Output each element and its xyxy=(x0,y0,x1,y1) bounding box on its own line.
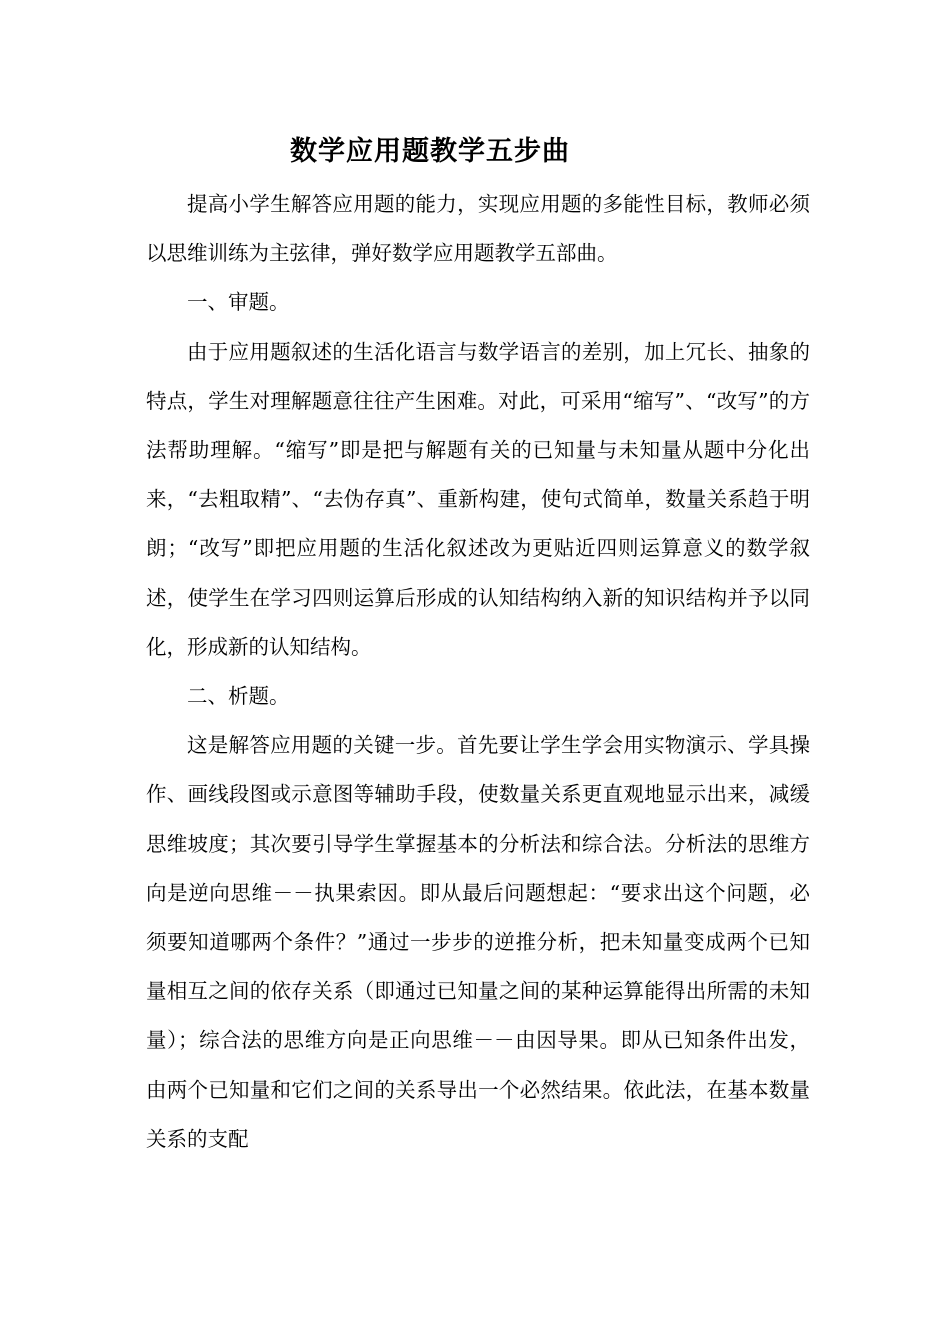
document-title: 数学应用题教学五步曲 xyxy=(290,136,570,167)
document-body xyxy=(146,180,810,1164)
section-heading-review: 一、审题。 xyxy=(187,290,290,315)
analysis-paragraph: 这是解答应用题的关键一步。首先要让学生学会用实物演示、学具操作、画线段图或示意图等辅助手段，使数量关系更直观地显示出来，减缓思维坡度；其次要引导学生掌握基本的分析法和综合法。分析法的思维方向是逆向思维－－执果索因。即从最后问题想起：“要求出这个问题，必须要知道哪两个条件？”通过一步步的逆推分析，把未知量变成两个已知量相互之间的依存关系（即通过已知量之间的某种运算能得出所需的未知量）；综合法的思维方向是正向思维－－由因导果。即从已知条件出发，由两个已知量和它们之间的关系导出一个必然结果。依此法，在基本数量关系的支配 xyxy=(146,733,810,1151)
section-heading-analysis: 二、析题。 xyxy=(187,684,290,709)
review-paragraph: 由于应用题叙述的生活化语言与数学语言的差别，加上冗长、抽象的特点，学生对理解题意往往产生困难。对此，可采用“缩写”、“改写”的方法帮助理解。“缩写”即是把与解题有关的已知量与未知量从题中分化出来，“去粗取精”、“去伪存真”、重新构建，使句式简单，数量关系趋于明朗；“改写”即把应用题的生活化叙述改为更贴近四则运算意义的数学叙述，使学生在学习四则运算后形成的认知结构纳入新的知识结构并予以同化，形成新的认知结构。 xyxy=(146,339,810,659)
intro-paragraph: 提高小学生解答应用题的能力，实现应用题的多能性目标，教师必须以思维训练为主弦律，弹好数学应用题教学五部曲。 xyxy=(146,192,810,266)
